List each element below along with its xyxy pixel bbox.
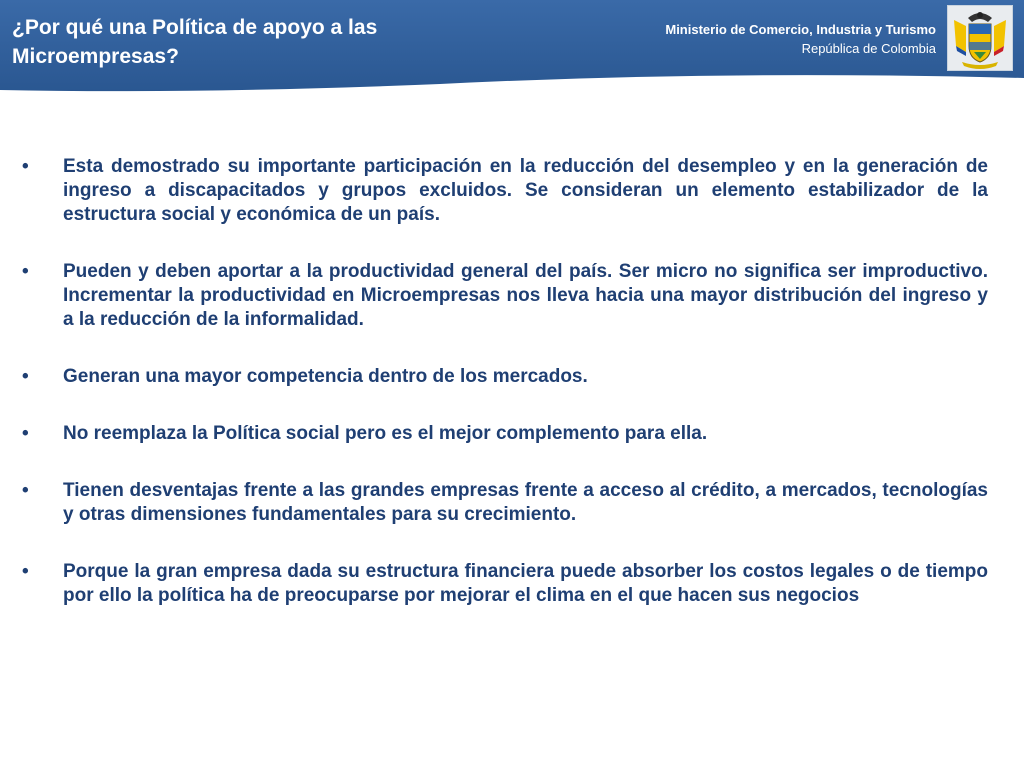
bullet-marker: •	[22, 561, 29, 582]
bullet-text: No reemplaza la Política social pero es el mejor complemento para ella.	[63, 423, 708, 444]
country-name: República de Colombia	[801, 41, 936, 56]
list-item	[22, 365, 988, 389]
list-item	[22, 422, 988, 446]
bullet-marker: •	[22, 423, 29, 444]
list-item	[22, 260, 988, 332]
ministry-name: Ministerio de Comercio, Industria y Turismo	[665, 22, 936, 37]
bullet-list	[22, 155, 988, 641]
list-item	[22, 155, 988, 227]
page-title: ¿Por qué una Política de apoyo a las Microempresas?	[12, 16, 378, 68]
bullet-text: Tienen desventajas frente a las grandes empresas frente a acceso al crédito, a mercados, tecnologías y otras dimensiones fundamentales para su crecimiento.	[63, 480, 988, 525]
ministry-block	[665, 20, 936, 58]
list-item	[22, 560, 988, 608]
bullet-marker: •	[22, 261, 29, 282]
bullet-text: Porque la gran empresa dada su estructura financiera puede absorber los costos legales o de tiempo por ello la política ha de preocuparse por mejorar el clima en el que hacen sus negocios	[63, 561, 988, 606]
bullet-marker: •	[22, 156, 29, 177]
bullet-marker: •	[22, 480, 29, 501]
bullet-text: Esta demostrado su importante participación en la reducción del desempleo y en la generación de ingreso a discapacitados y grupos excluidos. Se consideran un elemento estabilizador de la estructura social y económica de un país.	[63, 156, 988, 225]
bullet-text: Pueden y deben aportar a la productividad general del país. Ser micro no significa ser improductivo. Incrementar la productividad en Microempresas nos lleva hacia una mayor distribución del ingreso y a la reducción de la informalidad.	[63, 261, 988, 330]
header-bar	[0, 0, 1024, 96]
colombia-coat-of-arms-icon	[947, 5, 1013, 71]
bullet-text: Generan una mayor competencia dentro de los mercados.	[63, 366, 588, 387]
bullet-marker: •	[22, 366, 29, 387]
list-item	[22, 479, 988, 527]
